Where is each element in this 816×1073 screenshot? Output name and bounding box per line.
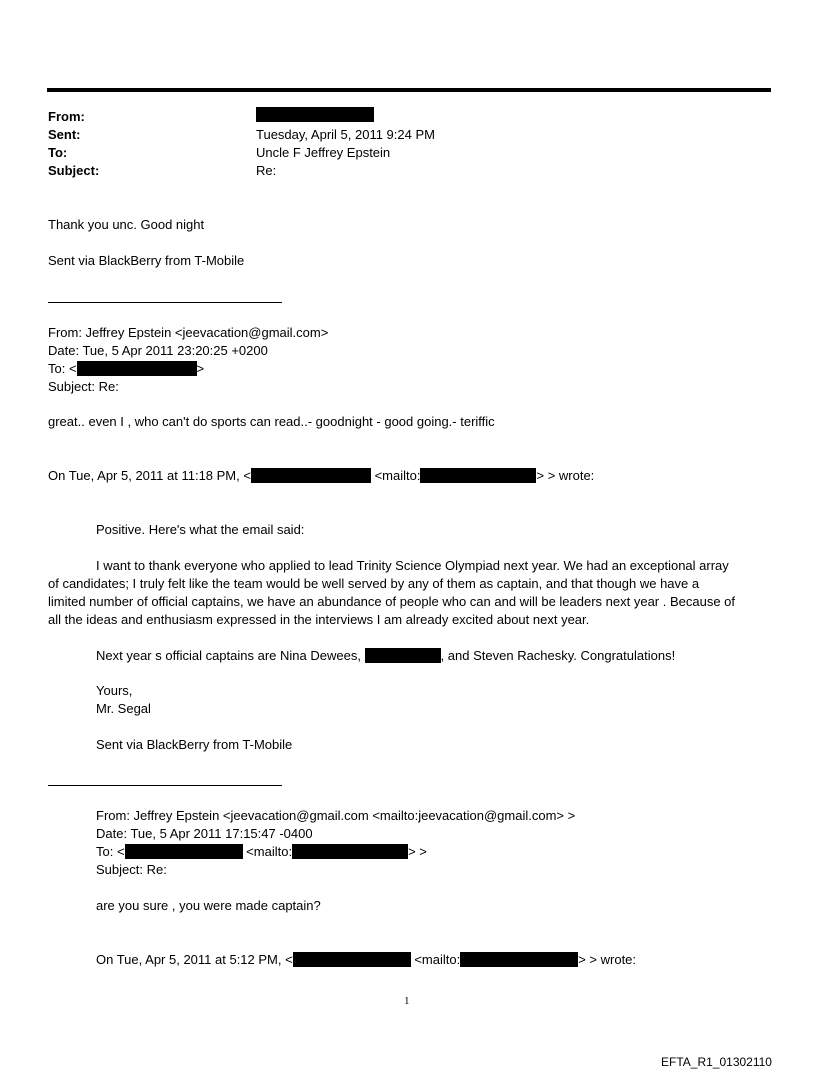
wrote-prefix: On Tue, Apr 5, 2011 at 5:12 PM, < [96, 952, 293, 967]
quoted2-from: From: Jeffrey Epstein <jeevacation@gmail.com <mailto:jeevacation@gmail.com> > [96, 808, 576, 823]
quoted-para-line-4: all the ideas and enthusiasm expressed in the interviews I am already excited about next year. [48, 612, 590, 627]
separator-line [48, 302, 282, 303]
captains-suffix: , and Steven Rachesky. Congratulations! [440, 648, 676, 663]
redaction-block [125, 844, 243, 859]
reply-line-1: Thank you unc. Good night [48, 217, 205, 232]
wrote-suffix: > > wrote: [578, 952, 637, 967]
quoted2-subject: Subject: Re: [96, 862, 167, 877]
quoted2-date: Date: Tue, 5 Apr 2011 17:15:47 -0400 [96, 826, 313, 841]
quoted1-to [48, 361, 204, 377]
page-number: 1 [404, 995, 410, 1007]
quoted-para-line-1: I want to thank everyone who applied to lead Trinity Science Olympiad next year. We had an exceptional array [96, 558, 729, 573]
quoted2-body: are you sure , you were made captain? [96, 898, 321, 913]
wrote-suffix: > > wrote: [536, 468, 595, 483]
quoted-signature: Mr. Segal [96, 701, 151, 716]
from-label: From: [48, 109, 85, 124]
quoted1-to-prefix: To: < [48, 361, 77, 376]
sent-value: Tuesday, April 5, 2011 9:24 PM [256, 127, 435, 142]
quoted-para-line-2: of candidates; I truly felt like the team would be well served by any of them as captain, and that though we have a [48, 576, 700, 591]
to-value: Uncle F Jeffrey Epstein [256, 145, 391, 160]
wrote-prefix: On Tue, Apr 5, 2011 at 11:18 PM, < [48, 468, 251, 483]
quoted2-to-suffix: > > [408, 844, 427, 859]
redaction-block [293, 952, 411, 967]
subject-label: Subject: [48, 163, 100, 178]
quoted-para-line-3: limited number of official captains, we have an abundance of people who can and will be leaders next year . Because of [48, 594, 736, 609]
from-value [256, 107, 374, 123]
redaction-block [460, 952, 578, 967]
quoted-positive: Positive. Here's what the email said: [96, 522, 305, 537]
redaction-block [292, 844, 408, 859]
quoted-captains [96, 648, 675, 664]
quoted2-to [96, 844, 427, 860]
redaction-block [256, 107, 374, 122]
sent-label: Sent: [48, 127, 81, 142]
wrote-mailto: <mailto: [374, 468, 421, 483]
header-rule [47, 88, 771, 92]
redaction-block [420, 468, 536, 483]
quoted1-body: great.. even I , who can't do sports can read..- goodnight - good going.- teriffic [48, 414, 495, 429]
quoted1-subject: Subject: Re: [48, 379, 119, 394]
quoted1-date: Date: Tue, 5 Apr 2011 23:20:25 +0200 [48, 343, 268, 358]
quoted2-wrote-line [96, 952, 636, 968]
quoted1-wrote-line [48, 468, 594, 484]
separator-line [48, 785, 282, 786]
redaction-block [251, 468, 371, 483]
reply-signature: Sent via BlackBerry from T-Mobile [48, 253, 245, 268]
redaction-block [365, 648, 441, 663]
quoted2-to-prefix: To: < [96, 844, 125, 859]
subject-value: Re: [256, 163, 277, 178]
quoted2-to-mailto: <mailto: [246, 844, 293, 859]
quoted-yours: Yours, [96, 683, 133, 698]
redaction-block [77, 361, 197, 376]
quoted1-to-suffix: > [196, 361, 205, 376]
document-id: EFTA_R1_01302110 [661, 1055, 772, 1069]
quoted-sent-via: Sent via BlackBerry from T-Mobile [96, 737, 293, 752]
to-label: To: [48, 145, 68, 160]
captains-prefix: Next year s official captains are Nina Dewees, [96, 648, 361, 663]
wrote-mailto: <mailto: [414, 952, 461, 967]
quoted1-from: From: Jeffrey Epstein <jeevacation@gmail.com> [48, 325, 329, 340]
